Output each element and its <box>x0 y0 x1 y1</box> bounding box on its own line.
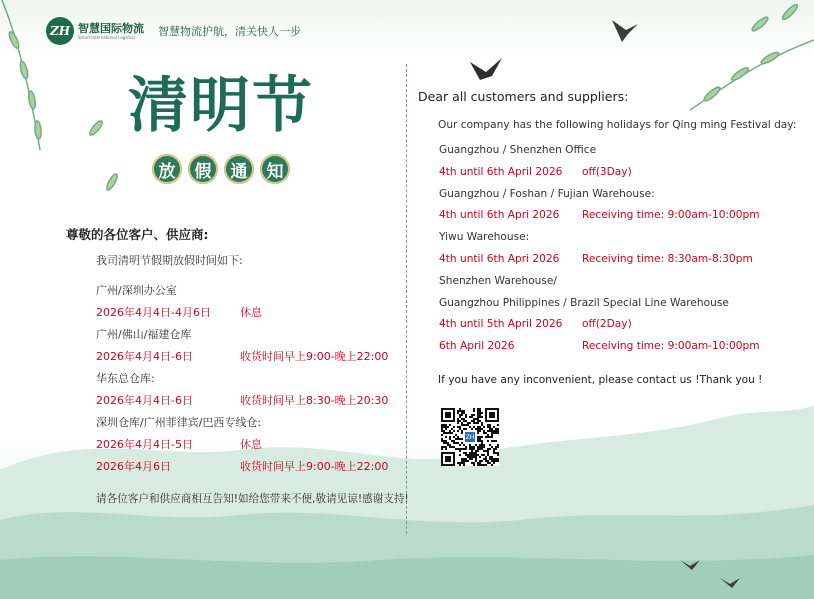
schedule-status: 收货时间早上9:00-晚上22:00 <box>240 460 389 473</box>
schedule-date: 4th until 6th Apri 2026 <box>439 209 560 222</box>
schedule-date: 4th until 6th April 2026 <box>439 165 563 178</box>
schedule-location: 深圳仓库/广州菲律宾/巴西专线仓: <box>96 416 262 429</box>
chinese-closing: 请各位客户和供应商相互告知!如给您带来不便,敬请见谅!感谢支持! <box>96 493 409 505</box>
subtitle-char: 假 <box>188 154 218 184</box>
schedule-location: Guangzhou Philippines / Brazil Special Line Warehouse <box>439 296 729 309</box>
schedule-status: Receiving time: 9:00am-10:00pm <box>582 340 760 353</box>
company-logo <box>46 17 74 45</box>
logo-company-english: Smart International Logistics <box>78 34 136 40</box>
schedule-location: Yiwu Warehouse: <box>439 231 530 244</box>
swallow-top-right <box>612 20 638 42</box>
schedule-location: Guangzhou / Shenzhen Office <box>439 144 597 156</box>
schedule-row <box>439 162 798 184</box>
subtitle-char: 知 <box>260 154 290 184</box>
header <box>46 14 301 48</box>
header-slogan: 智慧物流护航，清关快人一步 <box>158 25 301 38</box>
schedule-date: 4th until 5th April 2026 <box>439 318 563 331</box>
schedule-location: 广州/佛山/福建仓库 <box>96 328 192 341</box>
schedule-location: 华东总仓库: <box>96 372 155 385</box>
swallow-mid <box>470 58 502 80</box>
schedule-location: Shenzhen Warehouse/ <box>439 274 557 287</box>
chinese-intro: 我司清明节假期放假时间如下: <box>96 254 243 267</box>
chinese-greeting: 尊敬的各位客户、供应商: <box>66 227 209 242</box>
column-divider <box>406 64 407 534</box>
schedule-status: off(2Day) <box>582 318 632 331</box>
logo-text <box>78 23 144 40</box>
subtitle-char: 通 <box>224 154 254 184</box>
schedule-status: Receiving time: 9:00am-10:00pm <box>582 209 760 222</box>
schedule-date: 2026年4月4日-6日 <box>96 350 193 363</box>
english-greeting: Dear all customers and suppliers: <box>418 89 629 104</box>
logo-company-name: 智慧国际物流 <box>78 21 144 35</box>
schedule-date: 6th April 2026 <box>439 340 515 353</box>
logo-mark: ZH <box>49 24 71 38</box>
schedule-status: 休息 <box>240 306 262 319</box>
subtitle-char: 放 <box>152 154 182 184</box>
schedule-date: 2026年4月4日-5日 <box>96 438 193 451</box>
qr-code[interactable] <box>441 408 499 466</box>
schedule-row <box>439 314 798 336</box>
schedule-row <box>96 456 406 478</box>
schedule-date: 2026年4月4日-6日 <box>96 394 193 407</box>
schedule-location: Guangzhou / Foshan / Fujian Warehouse: <box>439 187 655 200</box>
schedule-row <box>439 336 798 358</box>
chinese-schedule <box>96 280 406 478</box>
english-notice <box>418 89 798 358</box>
schedule-date: 2026年4月6日 <box>96 460 171 473</box>
qr-center-label: ZH <box>465 434 475 442</box>
schedule-status: 收货时间早上9:00-晚上22:00 <box>240 350 389 363</box>
poster-title: 清明节 <box>128 71 314 141</box>
schedule-status: 收货时间早上8:30-晚上20:30 <box>240 394 389 407</box>
schedule-location: 广州/深圳办公室 <box>96 284 177 297</box>
poster-subtitle <box>152 154 290 184</box>
schedule-row <box>96 434 406 456</box>
schedule-row <box>439 249 798 271</box>
english-contact: If you have any inconvenient, please contact us !Thank you ! <box>438 374 763 386</box>
english-intro: Our company has the following holidays for Qing ming Festival day: <box>438 119 797 131</box>
schedule-row <box>96 302 406 324</box>
schedule-date: 4th until 6th Apri 2026 <box>439 252 560 265</box>
schedule-date: 2026年4月4日-4月6日 <box>96 306 211 319</box>
water-bank <box>0 555 814 599</box>
schedule-status: Receiving time: 8:30am-8:30pm <box>582 252 753 265</box>
schedule-status: off(3Day) <box>582 165 632 178</box>
english-schedule <box>439 140 798 358</box>
schedule-row <box>439 205 798 227</box>
schedule-row <box>96 346 406 368</box>
schedule-row <box>96 390 406 412</box>
chinese-notice <box>66 226 406 478</box>
schedule-status: 休息 <box>240 438 262 451</box>
